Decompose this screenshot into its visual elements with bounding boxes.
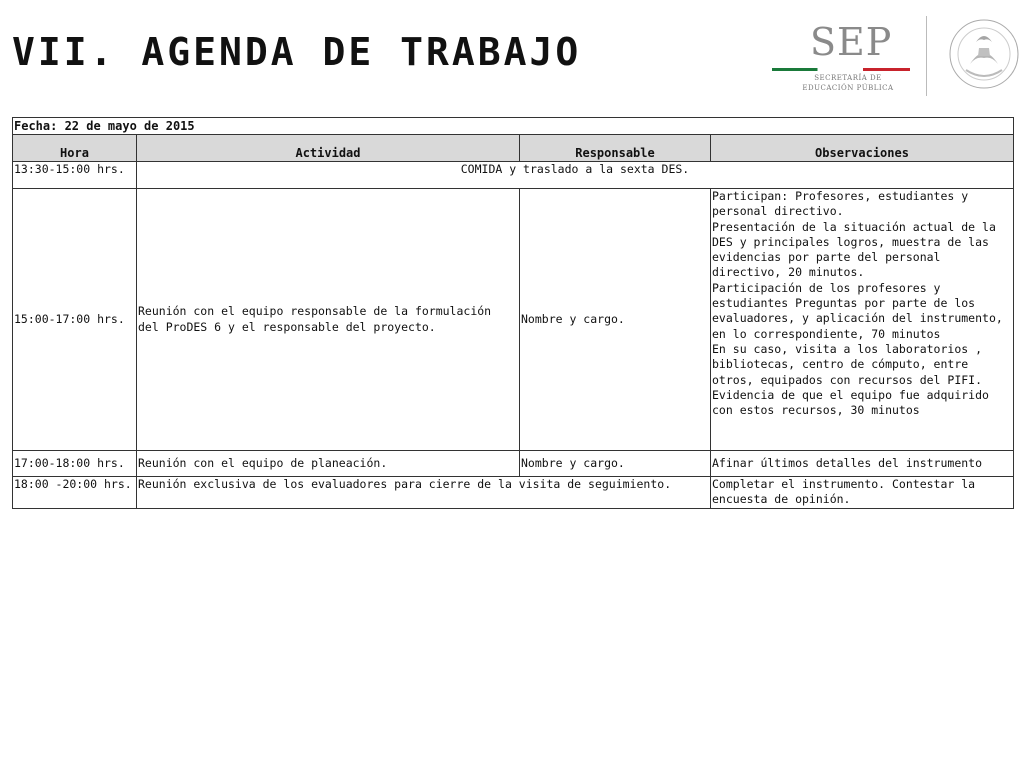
header-responsable: Responsable xyxy=(520,135,711,162)
cell-hora: 18:00 -20:00 hrs. xyxy=(13,477,137,509)
header-row xyxy=(13,135,1014,162)
national-seal-icon xyxy=(946,12,1022,96)
cell-responsable: Nombre y cargo. xyxy=(520,189,711,451)
observation-line: En su caso, visita a los laboratorios , bibliotecas, centro de cómputo, entre otros, equipados con recursos del PIFI. Evidencia de que el equipo fue adquirido con estos recursos, 30 minutos xyxy=(712,341,989,418)
header-hora: Hora xyxy=(13,135,137,162)
agenda-table xyxy=(12,117,1014,509)
date-row xyxy=(13,118,1014,135)
cell-merged-activity: COMIDA y traslado a la sexta DES. xyxy=(137,162,1014,189)
sep-logo-line2: EDUCACIÓN PÚBLICA xyxy=(802,84,894,92)
cell-hora: 17:00-18:00 hrs. xyxy=(13,451,137,477)
table-row xyxy=(13,477,1014,509)
observation-line: Participación de los profesores y estudiantes Preguntas por parte de los evaluadores, y aplicación del instrumento, en lo correspondiente, 70 minutos xyxy=(712,280,1003,341)
sep-logo-line1: SECRETARÍA DE xyxy=(814,74,882,82)
header-observaciones: Observaciones xyxy=(711,135,1014,162)
table-row xyxy=(13,189,1014,451)
table-row xyxy=(13,162,1014,189)
cell-hora: 15:00-17:00 hrs. xyxy=(13,189,137,451)
cell-hora: 13:30-15:00 hrs. xyxy=(13,162,137,189)
observation-line: Presentación de la situación actual de la DES y principales logros, muestra de las evidencias por parte del personal directivo, 20 minutos. xyxy=(712,219,996,280)
page-title: VII. AGENDA DE TRABAJO xyxy=(12,30,582,74)
cell-actividad: Reunión exclusiva de los evaluadores para cierre de la visita de seguimiento. xyxy=(137,477,711,509)
date-cell: Fecha: 22 de mayo de 2015 xyxy=(13,118,1014,135)
logo-divider xyxy=(926,16,927,96)
sep-logo-text: SEP xyxy=(810,20,893,64)
cell-responsable: Nombre y cargo. xyxy=(520,451,711,477)
table-row xyxy=(13,451,1014,477)
flag-stripe xyxy=(772,68,910,71)
cell-observaciones xyxy=(711,189,1014,451)
cell-actividad: Reunión con el equipo responsable de la formulación del ProDES 6 y el responsable del proyecto. xyxy=(137,189,520,451)
cell-actividad: Reunión con el equipo de planeación. xyxy=(137,451,520,477)
observation-line: Participan: Profesores, estudiantes y personal directivo. xyxy=(712,189,969,219)
cell-observaciones: Afinar últimos detalles del instrumento xyxy=(711,451,1014,477)
sep-logo xyxy=(770,8,1022,100)
header-actividad: Actividad xyxy=(137,135,520,162)
cell-observaciones: Completar el instrumento. Contestar la encuesta de opinión. xyxy=(711,477,1014,509)
